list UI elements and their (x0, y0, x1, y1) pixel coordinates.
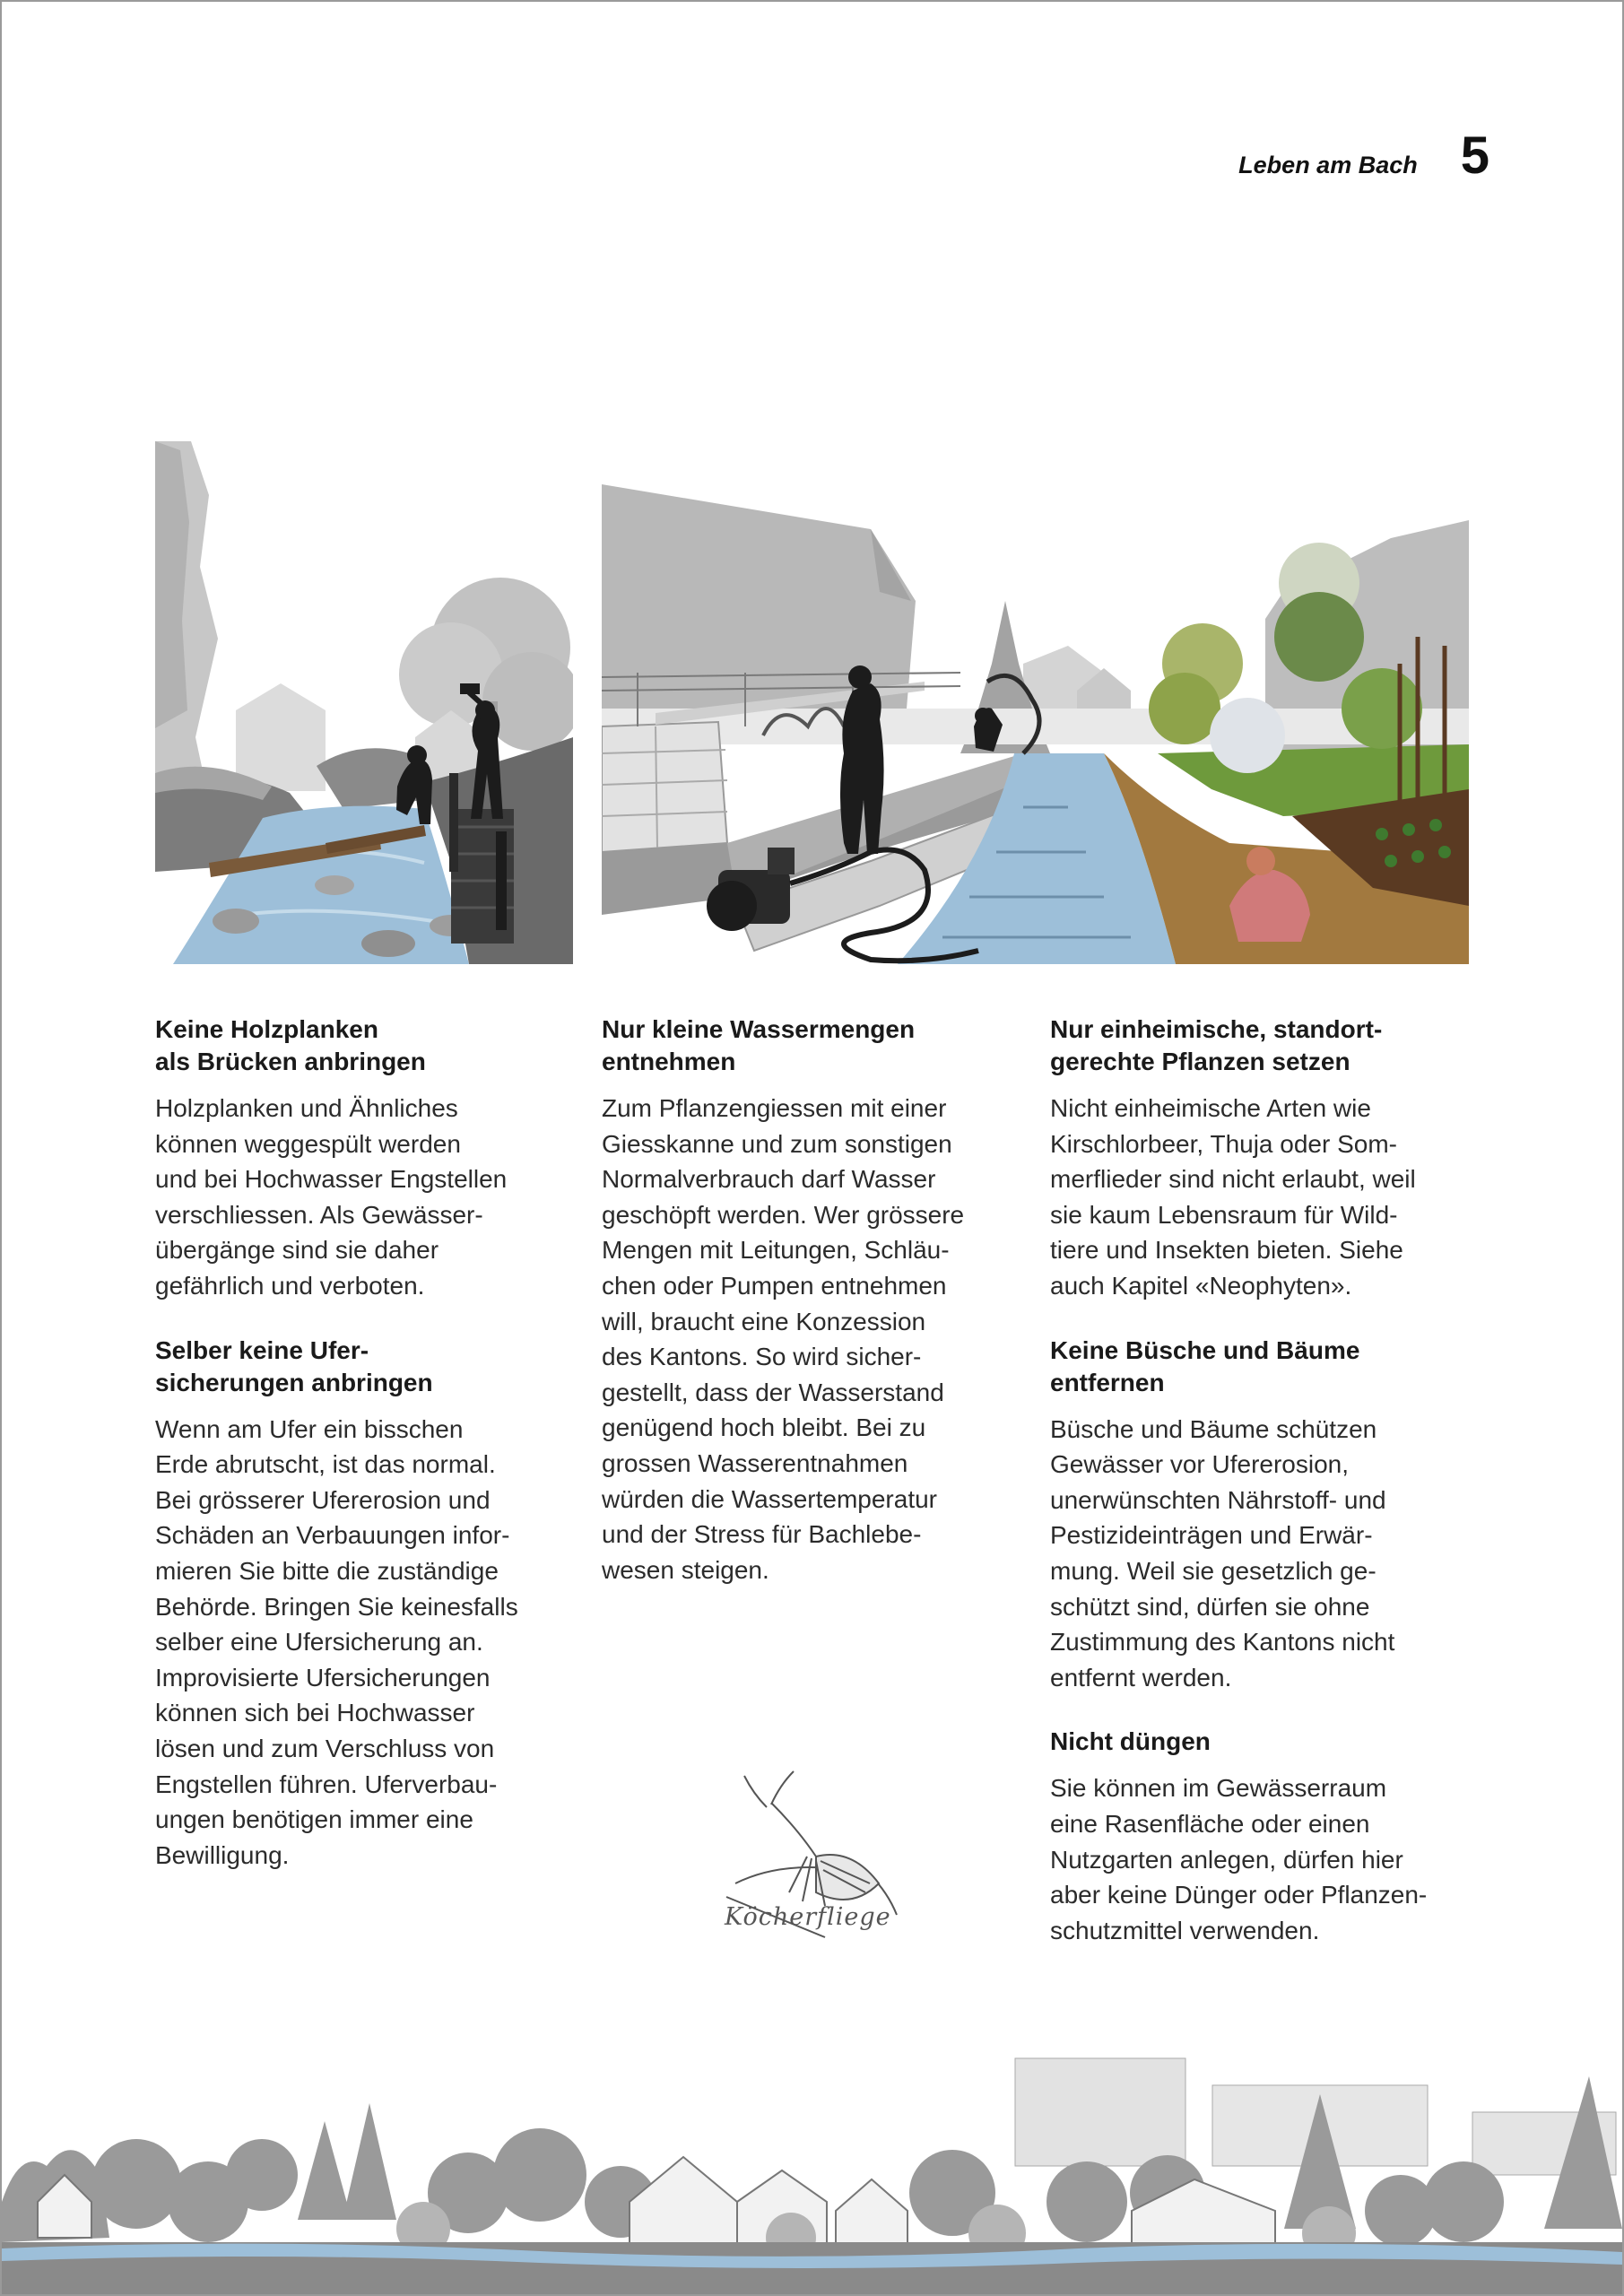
section-body: Holzplanken und Ähnliches können weggespült werden und bei Hochwasser Engstellen verschliessen. Als Gewässer- übergänge sind sie daher gefährlich und verboten. (155, 1094, 508, 1300)
section-pflanzen (1050, 1013, 1472, 1304)
running-title: Leben am Bach (1238, 152, 1418, 178)
column-left (155, 1013, 577, 1903)
village-skyline (2, 2022, 1622, 2294)
column-right (1050, 1013, 1472, 1979)
illustration-plank-bridge (155, 441, 573, 964)
village-panorama (2, 2022, 1622, 2294)
section-body: Sie können im Gewässerraum eine Rasenfläche oder einen Nutzgarten anlegen, dürfen hier aber keine Dünger oder Pflanzen- schutzmittel verwenden. (1050, 1774, 1428, 1944)
section-duengen (1050, 1726, 1472, 1948)
section-heading: Keine Büsche und Bäume entfernen (1050, 1335, 1360, 1396)
section-heading: Keine Holzplanken als Brücken anbringen (155, 1015, 426, 1075)
section-heading: Selber keine Ufer- sicherungen anbringen (155, 1335, 433, 1396)
plank-bridge-scene (155, 441, 573, 964)
section-body: Büsche und Bäume schützen Gewässer vor Ufererosion, unerwünschten Nährstoff- und Pestizideinträgen und Erwär- mung. Weil sie gesetzlich ge- schützt sind, dürfen sie ohne Zustimmung des Kantons nicht entfernt werden. (1050, 1414, 1395, 1692)
illustration-water-and-garden (602, 484, 1469, 964)
water-garden-scene (602, 484, 1469, 964)
section-heading: Nur kleine Wassermengen entnehmen (602, 1015, 916, 1075)
section-holzplanken (155, 1013, 577, 1304)
section-ufersicherungen (155, 1335, 577, 1874)
section-heading: Nicht düngen (1050, 1727, 1211, 1756)
section-wassermengen (602, 1013, 1023, 1587)
section-body: Zum Pflanzengiessen mit einer Giesskanne und zum sonstigen Normalverbrauch darf Wasser geschöpft werden. Wer grössere Mengen mit Leitungen, Schläu- chen oder Pumpen entnehmen will, braucht eine Konzession des Kantons. So wird sicher- gestellt, dass der Wasserstand genügend hoch bleibt. Bei zu grossen Wasserentnahmen würden die Wassertemperatur und der Stress für Bachlebe- wesen steigen. (602, 1094, 965, 1584)
section-body: Wenn am Ufer ein bisschen Erde abrutscht, ist das normal. Bei grösserer Ufererosion und Schäden an Verbauungen infor- mieren Sie bitte die zuständige Behörde. Bringen Sie keinesfalls selber eine Ufersicherung an. Improvisierte Ufersicherungen können sich bei Hochwasser lösen und zum Verschluss von Engstellen führen. Uferverbau- ungen benötigen immer eine Bewilligung. (155, 1414, 518, 1869)
caddisfly-sketch-icon (717, 1758, 915, 1973)
sketch-caption: Köcherfliege (725, 1903, 891, 1931)
section-body: Nicht einheimische Arten wie Kirschlorbeer, Thuja oder Som- merflieder sind nicht erlaubt, weil sie kaum Lebensraum für Wild- tiere und Insekten bieten. Siehe auch Kapitel «Neophyten». (1050, 1094, 1416, 1300)
page-number: 5 (1460, 126, 1489, 185)
section-buesche (1050, 1335, 1472, 1696)
section-heading: Nur einheimische, standort- gerechte Pflanzen setzen (1050, 1015, 1383, 1075)
running-header (1238, 126, 1489, 186)
column-middle (602, 1013, 1023, 1618)
